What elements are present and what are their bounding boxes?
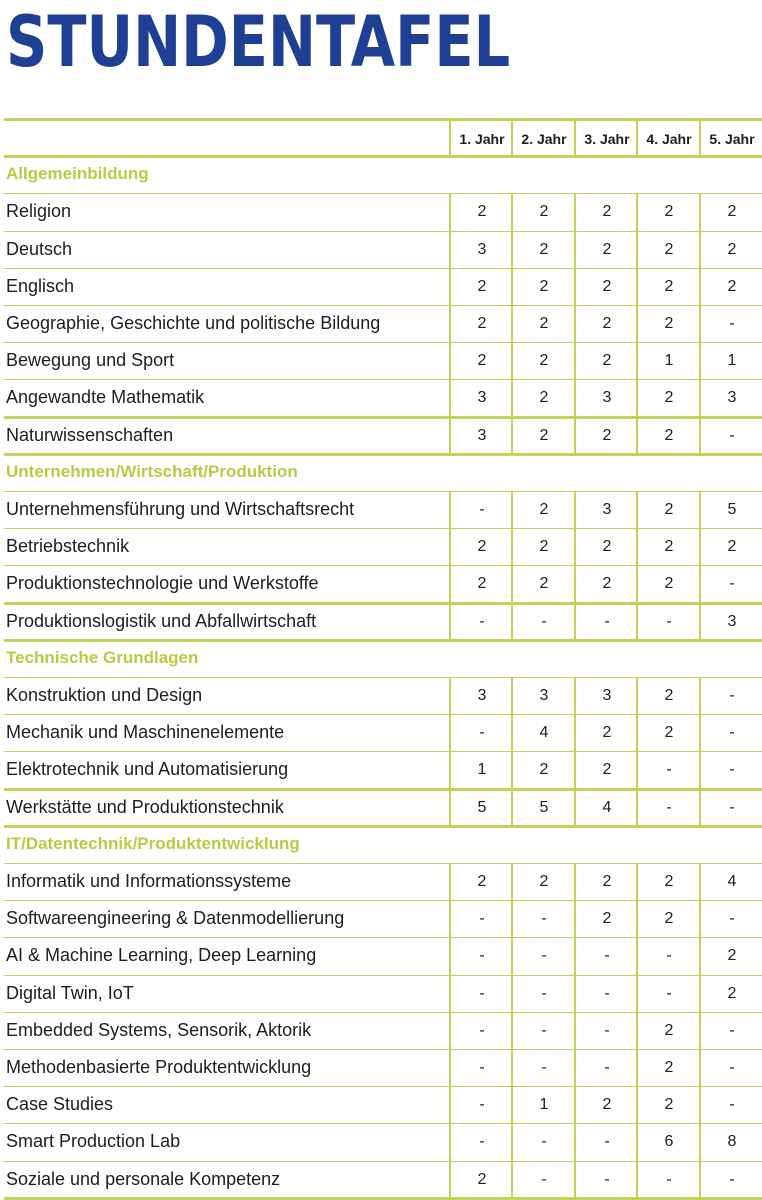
- hours-cell: -: [729, 798, 735, 816]
- section-row: [4, 640, 762, 676]
- row-divider: [4, 453, 762, 456]
- subject-name: Informatik und Informationssysteme: [6, 871, 292, 891]
- subject-name: Methodenbasierte Produktentwicklung: [6, 1057, 312, 1077]
- row-divider: [4, 491, 762, 492]
- hours-cell: 2: [602, 426, 612, 444]
- subject-name: Smart Production Lab: [6, 1131, 181, 1152]
- hours-cell: 2: [664, 240, 674, 258]
- hours-cell: 2: [664, 389, 674, 407]
- hours-cell: -: [479, 724, 485, 742]
- hours-cell: -: [479, 1021, 485, 1039]
- section-heading: Unternehmen/Wirtschaft/Produktion: [6, 461, 298, 481]
- subject-name: Softwareengineering & Datenmodellierung: [6, 908, 345, 929]
- hours-cell: 2: [664, 575, 674, 593]
- column-divider: [636, 119, 638, 156]
- row-divider: [4, 155, 762, 158]
- row-divider: [4, 1123, 762, 1124]
- hours-cell: 2: [602, 1096, 612, 1114]
- section-row: [4, 156, 762, 192]
- subject-name: Betriebstechnik: [6, 536, 130, 557]
- section-row: [4, 826, 762, 862]
- hours-cell: 2: [602, 315, 612, 332]
- subject-name: Naturwissenschaften: [6, 424, 174, 445]
- column-divider: [636, 193, 638, 453]
- hours-cell: 2: [477, 538, 487, 556]
- hours-cell: 2: [602, 873, 612, 890]
- hours-cell: 2: [539, 538, 549, 556]
- row-divider: [4, 602, 762, 605]
- hours-cell: 1: [727, 352, 737, 370]
- hours-cell: 2: [664, 873, 674, 890]
- hours-cell: -: [729, 1021, 735, 1039]
- row-divider: [4, 565, 762, 566]
- hours-cell: -: [541, 1021, 547, 1039]
- hours-cell: 2: [664, 538, 674, 556]
- hours-cell: 2: [602, 575, 612, 593]
- column-header: 4. Jahr: [646, 131, 692, 147]
- column-header: 2. Jahr: [521, 131, 567, 147]
- hours-cell: 8: [727, 1133, 737, 1151]
- hours-cell: 2: [602, 724, 612, 742]
- hours-cell: 2: [477, 277, 487, 295]
- hours-cell: 5: [727, 501, 737, 518]
- row-divider: [4, 1197, 762, 1200]
- hours-cell: -: [729, 724, 735, 742]
- hours-cell: 3: [477, 426, 487, 444]
- subject-name: Geographie, Geschichte und politische Bildung: [6, 313, 381, 333]
- row-divider: [4, 937, 762, 938]
- hours-cell: 4: [602, 798, 612, 816]
- hours-cell: -: [604, 1170, 610, 1188]
- subject-name: Mechanik und Maschinenelemente: [6, 722, 285, 743]
- hours-cell: 2: [602, 538, 612, 556]
- table-row: [4, 417, 762, 453]
- hours-cell: 2: [539, 203, 549, 221]
- hours-cell: 2: [539, 761, 549, 779]
- column-divider: [574, 119, 576, 156]
- column-divider: [699, 677, 701, 826]
- hours-cell: 3: [477, 240, 487, 258]
- row-divider: [4, 305, 762, 306]
- row-divider: [4, 416, 762, 419]
- hours-cell: 2: [539, 389, 549, 407]
- hours-cell: 2: [664, 501, 674, 518]
- hours-cell: 2: [539, 277, 549, 295]
- hours-cell: -: [541, 910, 547, 928]
- table-row: [4, 1049, 762, 1085]
- hours-cell: -: [729, 761, 735, 779]
- hours-cell: 2: [602, 203, 612, 221]
- subject-name: Konstruktion und Design: [6, 685, 203, 705]
- section-heading: Technische Grundlagen: [6, 647, 199, 667]
- subject-name: Englisch: [6, 275, 75, 296]
- hours-cell: -: [479, 612, 485, 630]
- table-row: [4, 900, 762, 936]
- hours-cell: 3: [727, 612, 737, 630]
- column-header: 3. Jahr: [584, 131, 630, 147]
- hours-cell: 2: [477, 575, 487, 593]
- row-divider: [4, 379, 762, 380]
- hours-cell: 3: [602, 389, 612, 407]
- subject-name: Produktionstechnologie und Werkstoffe: [6, 573, 319, 594]
- hours-cell: -: [729, 910, 735, 928]
- table-row: [4, 603, 762, 639]
- hours-cell: 5: [477, 798, 487, 816]
- hours-cell: -: [479, 1133, 485, 1151]
- column-divider: [699, 863, 701, 1198]
- row-divider: [4, 714, 762, 715]
- subject-name: Embedded Systems, Sensorik, Aktorik: [6, 1019, 312, 1040]
- table-row: [4, 491, 762, 527]
- subject-name: Angewandte Mathematik: [6, 387, 205, 408]
- table-row: [4, 975, 762, 1011]
- column-divider: [699, 193, 701, 453]
- hours-cell: -: [604, 1021, 610, 1039]
- hours-cell: 3: [477, 687, 487, 704]
- row-divider: [4, 268, 762, 269]
- column-divider: [511, 119, 513, 156]
- hours-cell: 2: [602, 910, 612, 928]
- hours-cell: 2: [477, 1170, 487, 1188]
- column-divider: [449, 491, 451, 640]
- hours-cell: 2: [727, 203, 737, 221]
- column-header: 5. Jahr: [709, 131, 755, 147]
- column-divider: [449, 193, 451, 453]
- hours-cell: -: [729, 315, 735, 332]
- table-row: [4, 231, 762, 267]
- hours-cell: 2: [727, 984, 737, 1002]
- subject-name: AI & Machine Learning, Deep Learning: [6, 945, 317, 966]
- hours-cell: 2: [727, 240, 737, 258]
- table-row: [4, 751, 762, 787]
- hours-cell: 2: [727, 947, 737, 965]
- row-divider: [4, 342, 762, 343]
- hours-cell: -: [604, 984, 610, 1002]
- hours-cell: 1: [539, 1096, 549, 1114]
- hours-cell: 2: [602, 240, 612, 258]
- hours-cell: 1: [477, 761, 487, 779]
- hours-cell: 1: [664, 352, 674, 370]
- row-divider: [4, 677, 762, 678]
- hours-cell: -: [541, 612, 547, 630]
- table-row: [4, 789, 762, 825]
- hours-cell: 2: [539, 240, 549, 258]
- hours-cell: 2: [539, 426, 549, 444]
- hours-cell: 3: [727, 389, 737, 407]
- table-row: [4, 305, 762, 341]
- hours-cell: -: [729, 575, 735, 593]
- row-divider: [4, 231, 762, 232]
- hours-cell: 2: [664, 1096, 674, 1114]
- row-divider: [4, 193, 762, 194]
- hours-cell: 2: [664, 910, 674, 928]
- hours-cell: -: [666, 612, 672, 630]
- row-divider: [4, 900, 762, 901]
- hours-cell: -: [666, 947, 672, 965]
- table-row: [4, 1161, 762, 1197]
- hours-cell: -: [479, 1059, 485, 1076]
- table-row: [4, 565, 762, 601]
- table-row: [4, 342, 762, 378]
- column-divider: [449, 863, 451, 1198]
- hours-cell: 3: [539, 687, 549, 704]
- subject-name: Werkstätte und Produktionstechnik: [6, 796, 284, 817]
- page-title: STUNDENTAFEL: [6, 1, 511, 83]
- hours-cell: 2: [477, 315, 487, 332]
- hours-cell: 2: [477, 203, 487, 221]
- column-divider: [511, 193, 513, 453]
- row-divider: [4, 751, 762, 752]
- hours-cell: 2: [477, 352, 487, 370]
- table-row: [4, 1123, 762, 1159]
- hours-cell: -: [604, 1059, 610, 1076]
- table-row: [4, 379, 762, 415]
- hours-cell: 4: [539, 724, 549, 742]
- hours-cell: 4: [727, 873, 737, 890]
- column-divider: [699, 491, 701, 640]
- column-divider: [636, 677, 638, 826]
- subject-name: Unternehmensführung und Wirtschaftsrecht: [6, 499, 355, 519]
- hours-cell: 2: [727, 538, 737, 556]
- hours-cell: 2: [664, 203, 674, 221]
- row-divider: [4, 639, 762, 642]
- hours-cell: -: [666, 984, 672, 1002]
- column-divider: [574, 491, 576, 640]
- hours-cell: -: [479, 1096, 485, 1114]
- row-divider: [4, 863, 762, 864]
- column-divider: [636, 863, 638, 1198]
- column-divider: [511, 863, 513, 1198]
- subject-name: Elektrotechnik und Automatisierung: [6, 759, 289, 780]
- table-row: [4, 937, 762, 973]
- hours-cell: 2: [539, 315, 549, 332]
- hours-cell: 2: [539, 575, 549, 593]
- hours-cell: 2: [539, 873, 549, 890]
- hours-cell: 2: [664, 426, 674, 444]
- hours-cell: -: [729, 687, 735, 704]
- table-row: [4, 528, 762, 564]
- hours-cell: 2: [602, 352, 612, 370]
- hours-cell: 3: [602, 501, 612, 518]
- hours-cell: 2: [664, 1021, 674, 1039]
- hours-cell: -: [541, 947, 547, 965]
- hours-cell: -: [604, 1133, 610, 1151]
- hours-cell: 2: [664, 277, 674, 295]
- hours-cell: 2: [602, 761, 612, 779]
- row-divider: [4, 1012, 762, 1013]
- hours-cell: -: [541, 1133, 547, 1151]
- hours-cell: 2: [664, 1059, 674, 1076]
- header-row: [4, 119, 762, 155]
- hours-cell: -: [541, 1170, 547, 1188]
- hours-cell: 3: [477, 389, 487, 407]
- hours-cell: 2: [664, 724, 674, 742]
- subject-name: Case Studies: [6, 1094, 114, 1115]
- column-divider: [636, 491, 638, 640]
- column-divider: [574, 863, 576, 1198]
- hours-cell: -: [729, 426, 735, 444]
- section-heading: Allgemeinbildung: [6, 164, 149, 184]
- hours-cell: -: [541, 984, 547, 1002]
- hours-cell: -: [729, 1096, 735, 1114]
- hours-cell: -: [729, 1059, 735, 1076]
- row-divider: [4, 118, 762, 121]
- hours-cell: -: [479, 984, 485, 1002]
- subject-name: Bewegung und Sport: [6, 350, 175, 371]
- column-header: 1. Jahr: [459, 131, 505, 147]
- subject-name: Soziale und personale Kompetenz: [6, 1168, 281, 1189]
- hours-cell: -: [666, 1170, 672, 1188]
- table-row: [4, 863, 762, 899]
- hours-cell: -: [479, 947, 485, 965]
- hours-cell: -: [604, 612, 610, 630]
- column-divider: [699, 119, 701, 156]
- table-row: [4, 1012, 762, 1048]
- column-divider: [449, 677, 451, 826]
- row-divider: [4, 975, 762, 976]
- hours-cell: 2: [664, 687, 674, 704]
- section-row: [4, 454, 762, 490]
- hours-cell: -: [666, 798, 672, 816]
- column-divider: [449, 119, 451, 156]
- hours-cell: 2: [477, 873, 487, 890]
- hours-cell: 6: [664, 1133, 674, 1151]
- column-divider: [511, 677, 513, 826]
- row-divider: [4, 1161, 762, 1162]
- hours-cell: 2: [539, 501, 549, 518]
- column-divider: [574, 193, 576, 453]
- hours-cell: -: [666, 761, 672, 779]
- row-divider: [4, 1049, 762, 1050]
- hours-cell: 2: [664, 315, 674, 332]
- table-row: [4, 268, 762, 304]
- subject-name: Digital Twin, IoT: [6, 982, 134, 1003]
- table-row: [4, 677, 762, 713]
- table-row: [4, 714, 762, 750]
- hours-cell: -: [604, 947, 610, 965]
- subject-name: Produktionslogistik und Abfallwirtschaft: [6, 610, 317, 631]
- hours-cell: -: [479, 910, 485, 928]
- hours-cell: 2: [602, 277, 612, 295]
- hours-cell: 5: [539, 798, 549, 816]
- hours-cell: 2: [727, 277, 737, 295]
- row-divider: [4, 788, 762, 791]
- hours-cell: 3: [602, 687, 612, 704]
- table-row: [4, 193, 762, 229]
- hours-cell: -: [729, 1170, 735, 1188]
- table-row: [4, 1086, 762, 1122]
- row-divider: [4, 528, 762, 529]
- subject-name: Religion: [6, 201, 72, 222]
- hours-cell: -: [479, 501, 485, 518]
- column-divider: [511, 491, 513, 640]
- row-divider: [4, 1086, 762, 1087]
- row-divider: [4, 825, 762, 828]
- column-divider: [574, 677, 576, 826]
- section-heading: IT/Datentechnik/Produktentwicklung: [6, 833, 300, 853]
- hours-cell: 2: [539, 352, 549, 370]
- hours-cell: -: [541, 1059, 547, 1076]
- subject-name: Deutsch: [6, 238, 73, 259]
